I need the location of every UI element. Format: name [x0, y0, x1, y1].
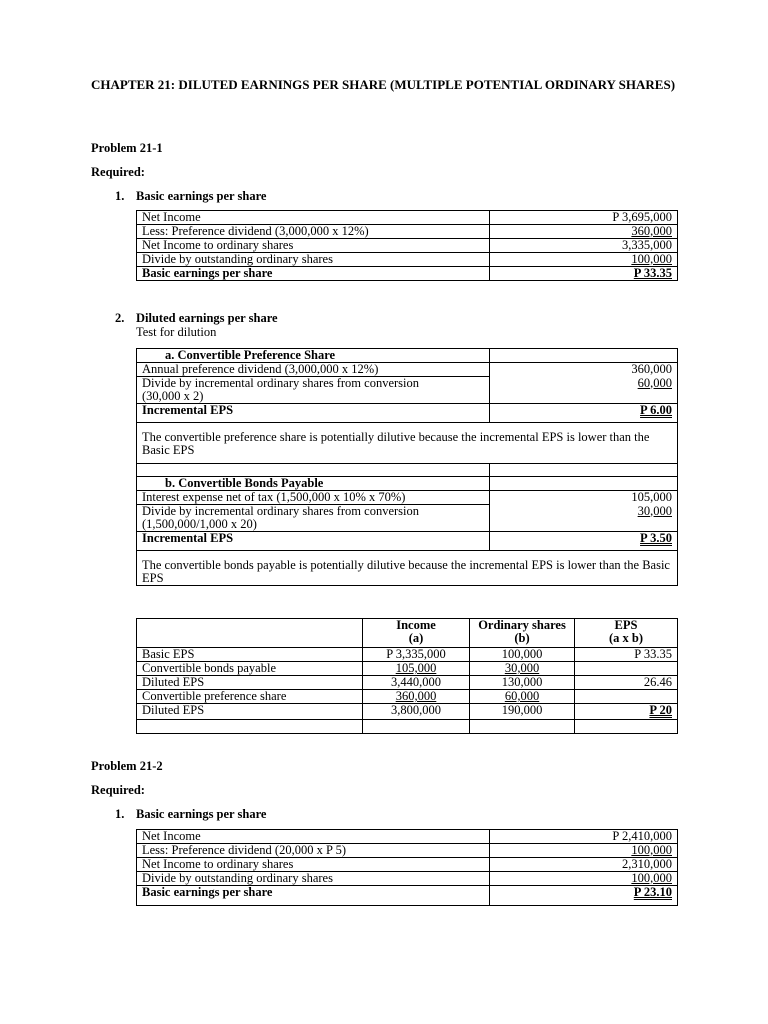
table-row: [137, 505, 678, 532]
dilution-test-table: [136, 348, 678, 586]
header-income-sub: (a): [408, 631, 424, 645]
basic-eps-table-2: [136, 829, 678, 906]
row-label: Basic earnings per share: [137, 267, 490, 281]
table-row: [137, 267, 678, 281]
table-row: [137, 704, 678, 720]
row-label: Diluted EPS: [137, 704, 363, 720]
shares-cell: 100,000: [470, 648, 575, 662]
section-number: 1.: [115, 807, 125, 821]
row-value: P 6.00: [640, 403, 672, 417]
subheading: b. Convertible Bonds Payable: [137, 477, 490, 491]
table-row: [137, 423, 678, 464]
table-row: [137, 377, 678, 404]
eps-cell: [575, 662, 678, 676]
table-row: [137, 830, 678, 844]
page-title: CHAPTER 21: DILUTED EARNINGS PER SHARE (MULTIPLE POTENTIAL ORDINARY SHARES): [91, 77, 676, 92]
eps-cell: P 33.35: [575, 648, 678, 662]
required-label: Required:: [91, 165, 145, 179]
row-label: Annual preference dividend (3,000,000 x 12%): [137, 363, 490, 377]
row-label: Diluted EPS: [137, 676, 363, 690]
dilution-note: The convertible bonds payable is potentially dilutive because the incremental EPS is lower than the Basic EPS: [137, 551, 678, 586]
row-label: Less: Preference dividend (20,000 x P 5): [137, 844, 490, 858]
row-label: Incremental EPS: [137, 404, 490, 423]
row-value: 100,000: [631, 252, 672, 266]
section-subtitle: Test for dilution: [136, 325, 217, 339]
shares-cell: 30,000: [504, 661, 540, 675]
row-label: Basic earnings per share: [137, 886, 490, 906]
table-row: [137, 491, 678, 505]
basic-eps-table: [136, 210, 678, 281]
row-label: Divide by incremental ordinary shares from conversion: [142, 376, 419, 390]
row-value: 100,000: [631, 871, 672, 885]
row-value: 360,000: [490, 363, 678, 377]
row-value: 3,335,000: [490, 239, 678, 253]
table-row: [137, 648, 678, 662]
section-number: 2.: [115, 311, 125, 325]
row-label: Convertible preference share: [137, 690, 363, 704]
row-label: Divide by incremental ordinary shares from conversion: [142, 504, 419, 518]
table-row: [137, 844, 678, 858]
section-title: Basic earnings per share: [136, 189, 267, 203]
row-label: Net Income: [137, 211, 490, 225]
row-value: 100,000: [631, 843, 672, 857]
shares-cell: 60,000: [504, 689, 540, 703]
eps-cell: [575, 690, 678, 704]
table-row: [137, 239, 678, 253]
problem-heading: Problem 21-1: [91, 141, 163, 155]
header-eps: EPS: [614, 618, 638, 632]
diluted-eps-summary-table: [136, 618, 678, 734]
row-value: P 3,695,000: [490, 211, 678, 225]
row-value: 105,000: [490, 491, 678, 505]
table-row: [137, 225, 678, 239]
section-title: Diluted earnings per share: [136, 311, 278, 325]
row-value: 2,310,000: [490, 858, 678, 872]
row-value: P 3.50: [640, 531, 672, 545]
table-row: [137, 886, 678, 906]
row-value: P 23.10: [633, 885, 672, 899]
row-label-cont: (30,000 x 2): [142, 389, 204, 403]
header-shares: Ordinary shares: [478, 618, 566, 632]
row-label: Net Income to ordinary shares: [137, 239, 490, 253]
income-cell: 3,440,000: [363, 676, 470, 690]
subheading: a. Convertible Preference Share: [137, 349, 490, 363]
table-row: [137, 551, 678, 586]
row-label: Divide by outstanding ordinary shares: [137, 253, 490, 267]
table-row: [137, 349, 678, 363]
row-label: Divide by outstanding ordinary shares: [137, 872, 490, 886]
row-value: P 2,410,000: [490, 830, 678, 844]
table-header-row: [137, 619, 678, 648]
row-label: Incremental EPS: [137, 532, 490, 551]
row-value: 360,000: [631, 224, 672, 238]
table-row: [137, 404, 678, 423]
table-row: [137, 532, 678, 551]
row-value: 30,000: [637, 503, 672, 518]
row-label: Less: Preference dividend (3,000,000 x 12%): [137, 225, 490, 239]
section-number: 1.: [115, 189, 125, 203]
income-cell: 360,000: [395, 689, 437, 703]
income-cell: 3,800,000: [363, 704, 470, 720]
shares-cell: 130,000: [470, 676, 575, 690]
row-value: P 33.35: [633, 266, 672, 280]
table-row: [137, 872, 678, 886]
required-label: Required:: [91, 783, 145, 797]
problem-heading: Problem 21-2: [91, 759, 163, 773]
income-cell: 105,000: [395, 661, 437, 675]
header-eps-sub: (a x b): [608, 631, 644, 645]
table-row: [137, 858, 678, 872]
dilution-note: The convertible preference share is potentially dilutive because the incremental EPS is lower than the Basic EPS: [137, 423, 678, 464]
table-row: [137, 477, 678, 491]
table-row: [137, 676, 678, 690]
row-label: Interest expense net of tax (1,500,000 x 10% x 70%): [137, 491, 490, 505]
row-label-cont: (1,500,000/1,000 x 20): [142, 517, 257, 531]
row-label: Net Income: [137, 830, 490, 844]
table-row: [137, 211, 678, 225]
shares-cell: 190,000: [470, 704, 575, 720]
table-row: [137, 363, 678, 377]
row-label: Convertible bonds payable: [137, 662, 363, 676]
table-row: [137, 464, 678, 477]
table-row: [137, 690, 678, 704]
table-row: [137, 720, 678, 734]
eps-cell: P 20: [649, 703, 672, 717]
row-label: Net Income to ordinary shares: [137, 858, 490, 872]
section-title: Basic earnings per share: [136, 807, 267, 821]
income-cell: P 3,335,000: [363, 648, 470, 662]
header-shares-sub: (b): [514, 631, 530, 645]
header-income: Income: [396, 618, 436, 632]
table-row: [137, 253, 678, 267]
eps-cell: 26.46: [575, 676, 678, 690]
table-row: [137, 662, 678, 676]
row-value: 60,000: [637, 375, 672, 390]
row-label: Basic EPS: [137, 648, 363, 662]
